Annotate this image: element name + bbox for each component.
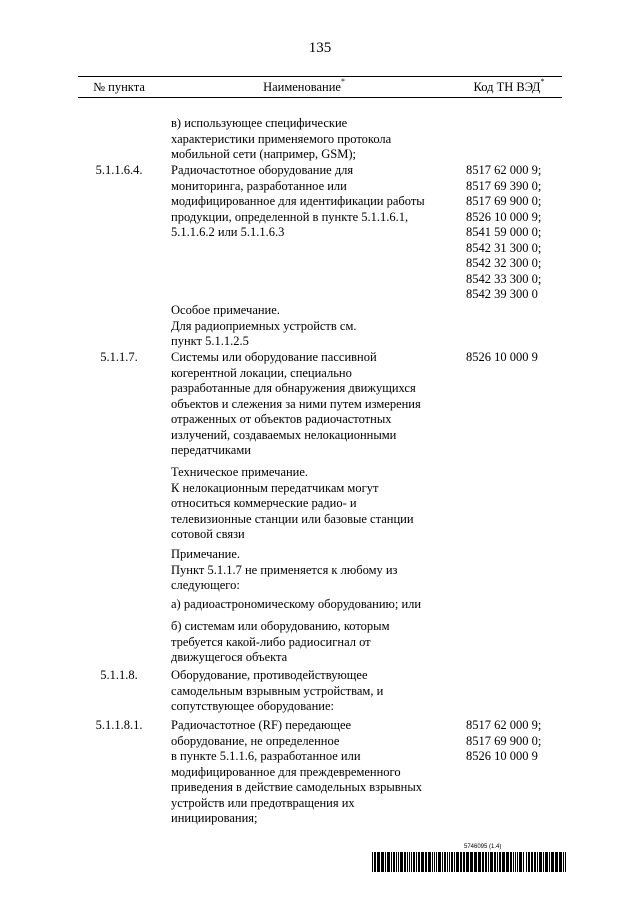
row-name: Техническое примечание. К нелокационным передатчикам могут относиться коммерческие радио- и телевизионные станции или базовые станции сотовой связи (171, 465, 414, 541)
page-number: 135 (308, 40, 332, 56)
row-number: 5.1.1.8.1. (95, 718, 143, 732)
header-name: Наименование* (263, 77, 345, 94)
row-name: Оборудование, противодействующее самодельным взрывным устройствам, и сопутствующее оборудование: (171, 668, 384, 713)
row-code: 8526 10 000 9 (466, 350, 538, 364)
table-header (78, 76, 562, 98)
row-code: 8517 62 000 9; 8517 69 390 0; 8517 69 900 0; 8526 10 000 9; 8541 59 000 0; 8542 31 300 0; 8542 32 300 0; 8542 33 300 0; 8542 39 300 0 (466, 163, 542, 301)
row-name: Радиочастотное оборудование для мониторинга, разработанное или модифицированное для идентификации работы продукции, определенной в пункте 5.1.1.6.1, 5.1.1.6.2 или 5.1.1.6.3 (171, 163, 425, 239)
row-name: Примечание. Пункт 5.1.1.7 не применяется к любому из следующего: (171, 547, 398, 592)
row-name: Системы или оборудование пассивной когерентной локации, специально разработанные для обнаружения движущихся объектов и слежения за ними путем измерения отраженных от объектов радиочастотных излучений, создаваемых нелокационными передатчиками (171, 350, 421, 457)
footnote-star: * (540, 77, 545, 86)
row-number: 5.1.1.6.4. (95, 163, 143, 177)
header-code: Код ТН ВЭД* (473, 77, 545, 94)
row-name: б) системам или оборудованию, которым требуется какой-либо радиосигнал от движущегося объекта (171, 619, 390, 664)
row-number: 5.1.1.8. (100, 668, 138, 682)
footnote-star: * (340, 77, 345, 86)
row-code: 8517 62 000 9; 8517 69 900 0; 8526 10 000 9 (466, 718, 542, 763)
row-name: а) радиоастрономическому оборудованию; или (171, 597, 422, 611)
row-name: в) использующее специфические характеристики применяемого протокола мобильной сети (например, GSM); (171, 116, 392, 161)
row-name: Особое примечание. Для радиоприемных устройств см. пункт 5.1.1.2.5 (171, 303, 357, 348)
header-number: № пункта (93, 80, 145, 94)
barcode-icon (372, 852, 566, 872)
row-number: 5.1.1.7. (100, 350, 138, 364)
barcode-label: 5746095 (1.4) (464, 844, 502, 850)
row-name: Радиочастотное (RF) передающее оборудование, не определенное в пункте 5.1.1.6, разработанное или модифицированное для преждевременного приведения в действие самодельных взрывных устройств или предотвращения их инициирования; (171, 718, 422, 825)
